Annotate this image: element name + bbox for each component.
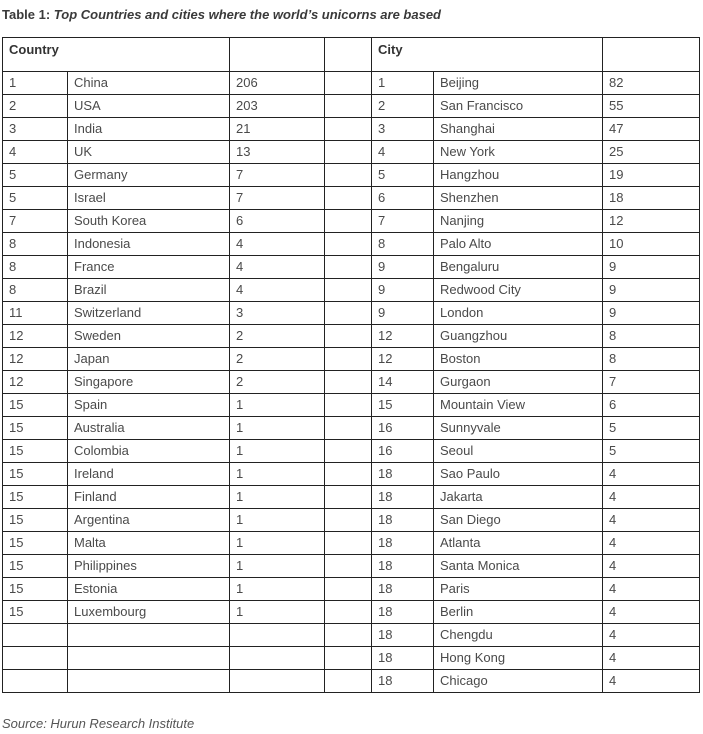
country-count-cell: 2 bbox=[230, 348, 325, 371]
city-rank-cell: 18 bbox=[372, 532, 434, 555]
country-rank-cell: 5 bbox=[3, 164, 68, 187]
table-caption bbox=[2, 7, 441, 22]
country-rank-cell: 15 bbox=[3, 578, 68, 601]
city-name-cell: Beijing bbox=[434, 72, 603, 95]
city-rank-cell: 18 bbox=[372, 624, 434, 647]
city-rank-cell: 18 bbox=[372, 601, 434, 624]
country-name-cell: USA bbox=[68, 95, 230, 118]
country-count-cell: 1 bbox=[230, 578, 325, 601]
city-count-cell: 6 bbox=[603, 394, 700, 417]
country-rank-cell: 15 bbox=[3, 486, 68, 509]
city-count-cell: 18 bbox=[603, 187, 700, 210]
city-rank-cell: 3 bbox=[372, 118, 434, 141]
spacer-cell bbox=[325, 164, 372, 187]
city-header: City bbox=[372, 38, 603, 72]
country-header: Country bbox=[3, 38, 230, 72]
caption-title: Top Countries and cities where the world’s unicorns are based bbox=[53, 7, 441, 22]
table-row bbox=[3, 210, 700, 233]
city-count-cell: 4 bbox=[603, 670, 700, 693]
country-name-cell: Israel bbox=[68, 187, 230, 210]
spacer-cell bbox=[325, 601, 372, 624]
country-rank-cell bbox=[3, 624, 68, 647]
table-row bbox=[3, 486, 700, 509]
table-row bbox=[3, 141, 700, 164]
spacer-cell bbox=[325, 325, 372, 348]
city-rank-cell: 18 bbox=[372, 509, 434, 532]
country-name-cell bbox=[68, 624, 230, 647]
city-name-cell: Berlin bbox=[434, 601, 603, 624]
city-rank-cell: 9 bbox=[372, 256, 434, 279]
country-count-cell: 21 bbox=[230, 118, 325, 141]
city-count-cell: 4 bbox=[603, 647, 700, 670]
city-name-cell: Hangzhou bbox=[434, 164, 603, 187]
country-name-cell: Luxembourg bbox=[68, 601, 230, 624]
country-rank-cell: 15 bbox=[3, 532, 68, 555]
city-rank-cell: 18 bbox=[372, 670, 434, 693]
city-name-cell: Chengdu bbox=[434, 624, 603, 647]
city-name-cell: Redwood City bbox=[434, 279, 603, 302]
city-name-cell: Sao Paulo bbox=[434, 463, 603, 486]
city-name-cell: Jakarta bbox=[434, 486, 603, 509]
country-rank-cell: 4 bbox=[3, 141, 68, 164]
country-name-cell: Sweden bbox=[68, 325, 230, 348]
country-rank-cell: 12 bbox=[3, 371, 68, 394]
spacer-cell bbox=[325, 624, 372, 647]
spacer-cell bbox=[325, 141, 372, 164]
table-row bbox=[3, 601, 700, 624]
table-row bbox=[3, 509, 700, 532]
country-count-cell: 3 bbox=[230, 302, 325, 325]
city-rank-cell: 12 bbox=[372, 325, 434, 348]
city-rank-cell: 12 bbox=[372, 348, 434, 371]
city-rank-cell: 18 bbox=[372, 647, 434, 670]
country-name-cell: Argentina bbox=[68, 509, 230, 532]
city-name-cell: Bengaluru bbox=[434, 256, 603, 279]
spacer-cell bbox=[325, 256, 372, 279]
country-name-cell: Indonesia bbox=[68, 233, 230, 256]
spacer-cell bbox=[325, 118, 372, 141]
spacer-cell bbox=[325, 348, 372, 371]
spacer-cell bbox=[325, 555, 372, 578]
country-rank-cell: 11 bbox=[3, 302, 68, 325]
spacer-cell bbox=[325, 670, 372, 693]
country-count-cell: 4 bbox=[230, 233, 325, 256]
country-count-cell: 13 bbox=[230, 141, 325, 164]
caption-label: Table 1: bbox=[2, 7, 51, 22]
country-name-cell: Switzerland bbox=[68, 302, 230, 325]
country-rank-cell: 15 bbox=[3, 601, 68, 624]
city-name-cell: Paris bbox=[434, 578, 603, 601]
country-rank-cell bbox=[3, 670, 68, 693]
city-name-cell: Shenzhen bbox=[434, 187, 603, 210]
table-row bbox=[3, 164, 700, 187]
table-row bbox=[3, 394, 700, 417]
country-rank-cell: 15 bbox=[3, 417, 68, 440]
table-row bbox=[3, 555, 700, 578]
city-name-cell: San Francisco bbox=[434, 95, 603, 118]
table-row bbox=[3, 302, 700, 325]
spacer-cell bbox=[325, 210, 372, 233]
country-count-cell: 1 bbox=[230, 440, 325, 463]
city-name-cell: Palo Alto bbox=[434, 233, 603, 256]
header-spacer-cell bbox=[325, 38, 372, 72]
table-header-row bbox=[3, 38, 700, 72]
city-rank-cell: 8 bbox=[372, 233, 434, 256]
country-count-cell: 7 bbox=[230, 187, 325, 210]
table-row bbox=[3, 532, 700, 555]
spacer-cell bbox=[325, 279, 372, 302]
country-name-cell bbox=[68, 670, 230, 693]
table-row bbox=[3, 417, 700, 440]
city-name-cell: New York bbox=[434, 141, 603, 164]
city-rank-cell: 9 bbox=[372, 279, 434, 302]
city-count-cell: 4 bbox=[603, 601, 700, 624]
city-rank-cell: 16 bbox=[372, 440, 434, 463]
source-note: Source: Hurun Research Institute bbox=[2, 716, 195, 731]
city-count-cell: 4 bbox=[603, 486, 700, 509]
city-count-cell: 4 bbox=[603, 555, 700, 578]
country-name-cell: Colombia bbox=[68, 440, 230, 463]
header-empty-cell bbox=[230, 38, 325, 72]
country-name-cell: Germany bbox=[68, 164, 230, 187]
country-name-cell: Philippines bbox=[68, 555, 230, 578]
country-count-cell: 1 bbox=[230, 417, 325, 440]
city-name-cell: London bbox=[434, 302, 603, 325]
country-rank-cell: 12 bbox=[3, 348, 68, 371]
city-name-cell: Gurgaon bbox=[434, 371, 603, 394]
country-name-cell: Finland bbox=[68, 486, 230, 509]
city-count-cell: 9 bbox=[603, 302, 700, 325]
city-rank-cell: 6 bbox=[372, 187, 434, 210]
country-rank-cell: 7 bbox=[3, 210, 68, 233]
country-count-cell: 1 bbox=[230, 509, 325, 532]
table-row bbox=[3, 118, 700, 141]
country-name-cell: Australia bbox=[68, 417, 230, 440]
spacer-cell bbox=[325, 486, 372, 509]
spacer-cell bbox=[325, 647, 372, 670]
spacer-cell bbox=[325, 302, 372, 325]
city-count-cell: 8 bbox=[603, 325, 700, 348]
city-count-cell: 5 bbox=[603, 440, 700, 463]
country-count-cell: 1 bbox=[230, 555, 325, 578]
country-rank-cell: 2 bbox=[3, 95, 68, 118]
country-count-cell: 1 bbox=[230, 601, 325, 624]
table-row bbox=[3, 348, 700, 371]
spacer-cell bbox=[325, 440, 372, 463]
country-count-cell: 2 bbox=[230, 371, 325, 394]
spacer-cell bbox=[325, 233, 372, 256]
city-rank-cell: 2 bbox=[372, 95, 434, 118]
city-count-cell: 8 bbox=[603, 348, 700, 371]
table-row bbox=[3, 624, 700, 647]
city-name-cell: Santa Monica bbox=[434, 555, 603, 578]
city-count-cell: 7 bbox=[603, 371, 700, 394]
country-name-cell: Singapore bbox=[68, 371, 230, 394]
table-row bbox=[3, 440, 700, 463]
country-name-cell: Japan bbox=[68, 348, 230, 371]
city-count-cell: 4 bbox=[603, 509, 700, 532]
country-name-cell: UK bbox=[68, 141, 230, 164]
country-count-cell: 7 bbox=[230, 164, 325, 187]
spacer-cell bbox=[325, 394, 372, 417]
city-rank-cell: 1 bbox=[372, 72, 434, 95]
city-count-cell: 9 bbox=[603, 279, 700, 302]
table-row bbox=[3, 670, 700, 693]
city-name-cell: Seoul bbox=[434, 440, 603, 463]
city-count-cell: 5 bbox=[603, 417, 700, 440]
country-name-cell: South Korea bbox=[68, 210, 230, 233]
country-rank-cell: 8 bbox=[3, 256, 68, 279]
city-name-cell: Chicago bbox=[434, 670, 603, 693]
city-rank-cell: 15 bbox=[372, 394, 434, 417]
country-count-cell: 6 bbox=[230, 210, 325, 233]
city-name-cell: Boston bbox=[434, 348, 603, 371]
city-count-cell: 12 bbox=[603, 210, 700, 233]
country-count-cell: 203 bbox=[230, 95, 325, 118]
city-rank-cell: 5 bbox=[372, 164, 434, 187]
country-rank-cell: 15 bbox=[3, 555, 68, 578]
spacer-cell bbox=[325, 371, 372, 394]
table-row bbox=[3, 325, 700, 348]
city-count-cell: 4 bbox=[603, 578, 700, 601]
country-rank-cell: 1 bbox=[3, 72, 68, 95]
country-name-cell: China bbox=[68, 72, 230, 95]
country-count-cell: 4 bbox=[230, 279, 325, 302]
table-row bbox=[3, 578, 700, 601]
city-name-cell: Sunnyvale bbox=[434, 417, 603, 440]
country-count-cell: 2 bbox=[230, 325, 325, 348]
city-count-cell: 10 bbox=[603, 233, 700, 256]
country-rank-cell: 3 bbox=[3, 118, 68, 141]
table-row bbox=[3, 72, 700, 95]
country-rank-cell: 15 bbox=[3, 509, 68, 532]
city-count-cell: 4 bbox=[603, 463, 700, 486]
city-rank-cell: 9 bbox=[372, 302, 434, 325]
city-count-cell: 25 bbox=[603, 141, 700, 164]
country-count-cell: 1 bbox=[230, 486, 325, 509]
country-rank-cell: 8 bbox=[3, 233, 68, 256]
city-rank-cell: 18 bbox=[372, 463, 434, 486]
country-count-cell: 1 bbox=[230, 394, 325, 417]
country-rank-cell: 15 bbox=[3, 463, 68, 486]
country-name-cell: Malta bbox=[68, 532, 230, 555]
spacer-cell bbox=[325, 95, 372, 118]
city-name-cell: Nanjing bbox=[434, 210, 603, 233]
city-count-cell: 47 bbox=[603, 118, 700, 141]
header-empty-cell bbox=[603, 38, 700, 72]
city-count-cell: 19 bbox=[603, 164, 700, 187]
city-rank-cell: 18 bbox=[372, 555, 434, 578]
city-name-cell: Shanghai bbox=[434, 118, 603, 141]
city-count-cell: 4 bbox=[603, 532, 700, 555]
city-rank-cell: 7 bbox=[372, 210, 434, 233]
spacer-cell bbox=[325, 417, 372, 440]
table-row bbox=[3, 256, 700, 279]
table-row bbox=[3, 463, 700, 486]
country-name-cell: Estonia bbox=[68, 578, 230, 601]
country-count-cell: 206 bbox=[230, 72, 325, 95]
city-rank-cell: 14 bbox=[372, 371, 434, 394]
country-name-cell: Ireland bbox=[68, 463, 230, 486]
country-name-cell: Brazil bbox=[68, 279, 230, 302]
country-rank-cell: 8 bbox=[3, 279, 68, 302]
spacer-cell bbox=[325, 578, 372, 601]
spacer-cell bbox=[325, 72, 372, 95]
country-name-cell bbox=[68, 647, 230, 670]
city-name-cell: Hong Kong bbox=[434, 647, 603, 670]
table-row bbox=[3, 233, 700, 256]
country-name-cell: Spain bbox=[68, 394, 230, 417]
spacer-cell bbox=[325, 509, 372, 532]
city-count-cell: 4 bbox=[603, 624, 700, 647]
country-count-cell bbox=[230, 647, 325, 670]
spacer-cell bbox=[325, 532, 372, 555]
country-rank-cell: 5 bbox=[3, 187, 68, 210]
city-count-cell: 55 bbox=[603, 95, 700, 118]
table-row bbox=[3, 371, 700, 394]
table-row bbox=[3, 95, 700, 118]
city-name-cell: San Diego bbox=[434, 509, 603, 532]
city-count-cell: 9 bbox=[603, 256, 700, 279]
table-row bbox=[3, 187, 700, 210]
country-name-cell: India bbox=[68, 118, 230, 141]
spacer-cell bbox=[325, 187, 372, 210]
country-count-cell: 1 bbox=[230, 532, 325, 555]
spacer-cell bbox=[325, 463, 372, 486]
city-name-cell: Mountain View bbox=[434, 394, 603, 417]
city-rank-cell: 18 bbox=[372, 486, 434, 509]
country-count-cell bbox=[230, 670, 325, 693]
city-rank-cell: 4 bbox=[372, 141, 434, 164]
unicorn-table bbox=[2, 37, 700, 693]
table-row bbox=[3, 647, 700, 670]
country-name-cell: France bbox=[68, 256, 230, 279]
city-name-cell: Atlanta bbox=[434, 532, 603, 555]
table-row bbox=[3, 279, 700, 302]
city-count-cell: 82 bbox=[603, 72, 700, 95]
country-rank-cell: 15 bbox=[3, 394, 68, 417]
country-rank-cell: 12 bbox=[3, 325, 68, 348]
country-rank-cell bbox=[3, 647, 68, 670]
country-rank-cell: 15 bbox=[3, 440, 68, 463]
city-rank-cell: 16 bbox=[372, 417, 434, 440]
city-name-cell: Guangzhou bbox=[434, 325, 603, 348]
country-count-cell: 4 bbox=[230, 256, 325, 279]
country-count-cell: 1 bbox=[230, 463, 325, 486]
city-rank-cell: 18 bbox=[372, 578, 434, 601]
country-count-cell bbox=[230, 624, 325, 647]
